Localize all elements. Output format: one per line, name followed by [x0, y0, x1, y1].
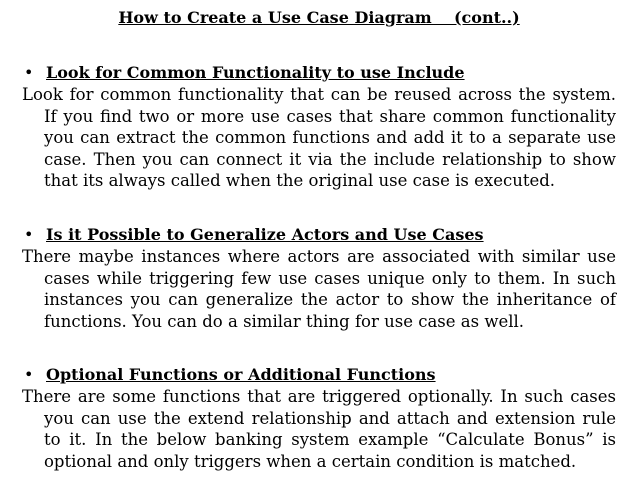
section-body: There maybe instances where actors are associated with similar use cases while triggering few use cases unique only to them. In such instances you can generalize the actor to show the inheritance of functions. You can do a similar thing for use case as well. — [22, 247, 616, 331]
section-heading — [0, 364, 638, 386]
section-heading — [0, 62, 638, 84]
section-generalize — [0, 224, 638, 332]
section-heading — [0, 224, 638, 246]
section-heading-text: Optional Functions or Additional Functions — [46, 365, 436, 384]
bullet-icon: • — [24, 63, 34, 82]
bullet-icon: • — [24, 225, 34, 244]
section-heading-text: Is it Possible to Generalize Actors and Use Cases — [46, 225, 484, 244]
page-title: How to Create a Use Case Diagram (cont..) — [118, 8, 520, 27]
section-body: There are some functions that are triggered optionally. In such cases you can use the extend relationship and attach and extension rule to it. In the below banking system example “Calculate Bonus” is optional and only triggers when a certain condition is matched. — [22, 387, 616, 471]
section-body: Look for common functionality that can be reused across the system. If you find two or more use cases that share common functionality you can extract the common functions and add it to a separate use case. Then you can connect it via the include relationship to show that its always called when the original use case is executed. — [22, 85, 616, 191]
section-optional — [0, 364, 638, 472]
section-include — [0, 62, 638, 192]
section-heading-text: Look for Common Functionality to use Include — [46, 63, 465, 82]
bullet-icon: • — [24, 365, 34, 384]
